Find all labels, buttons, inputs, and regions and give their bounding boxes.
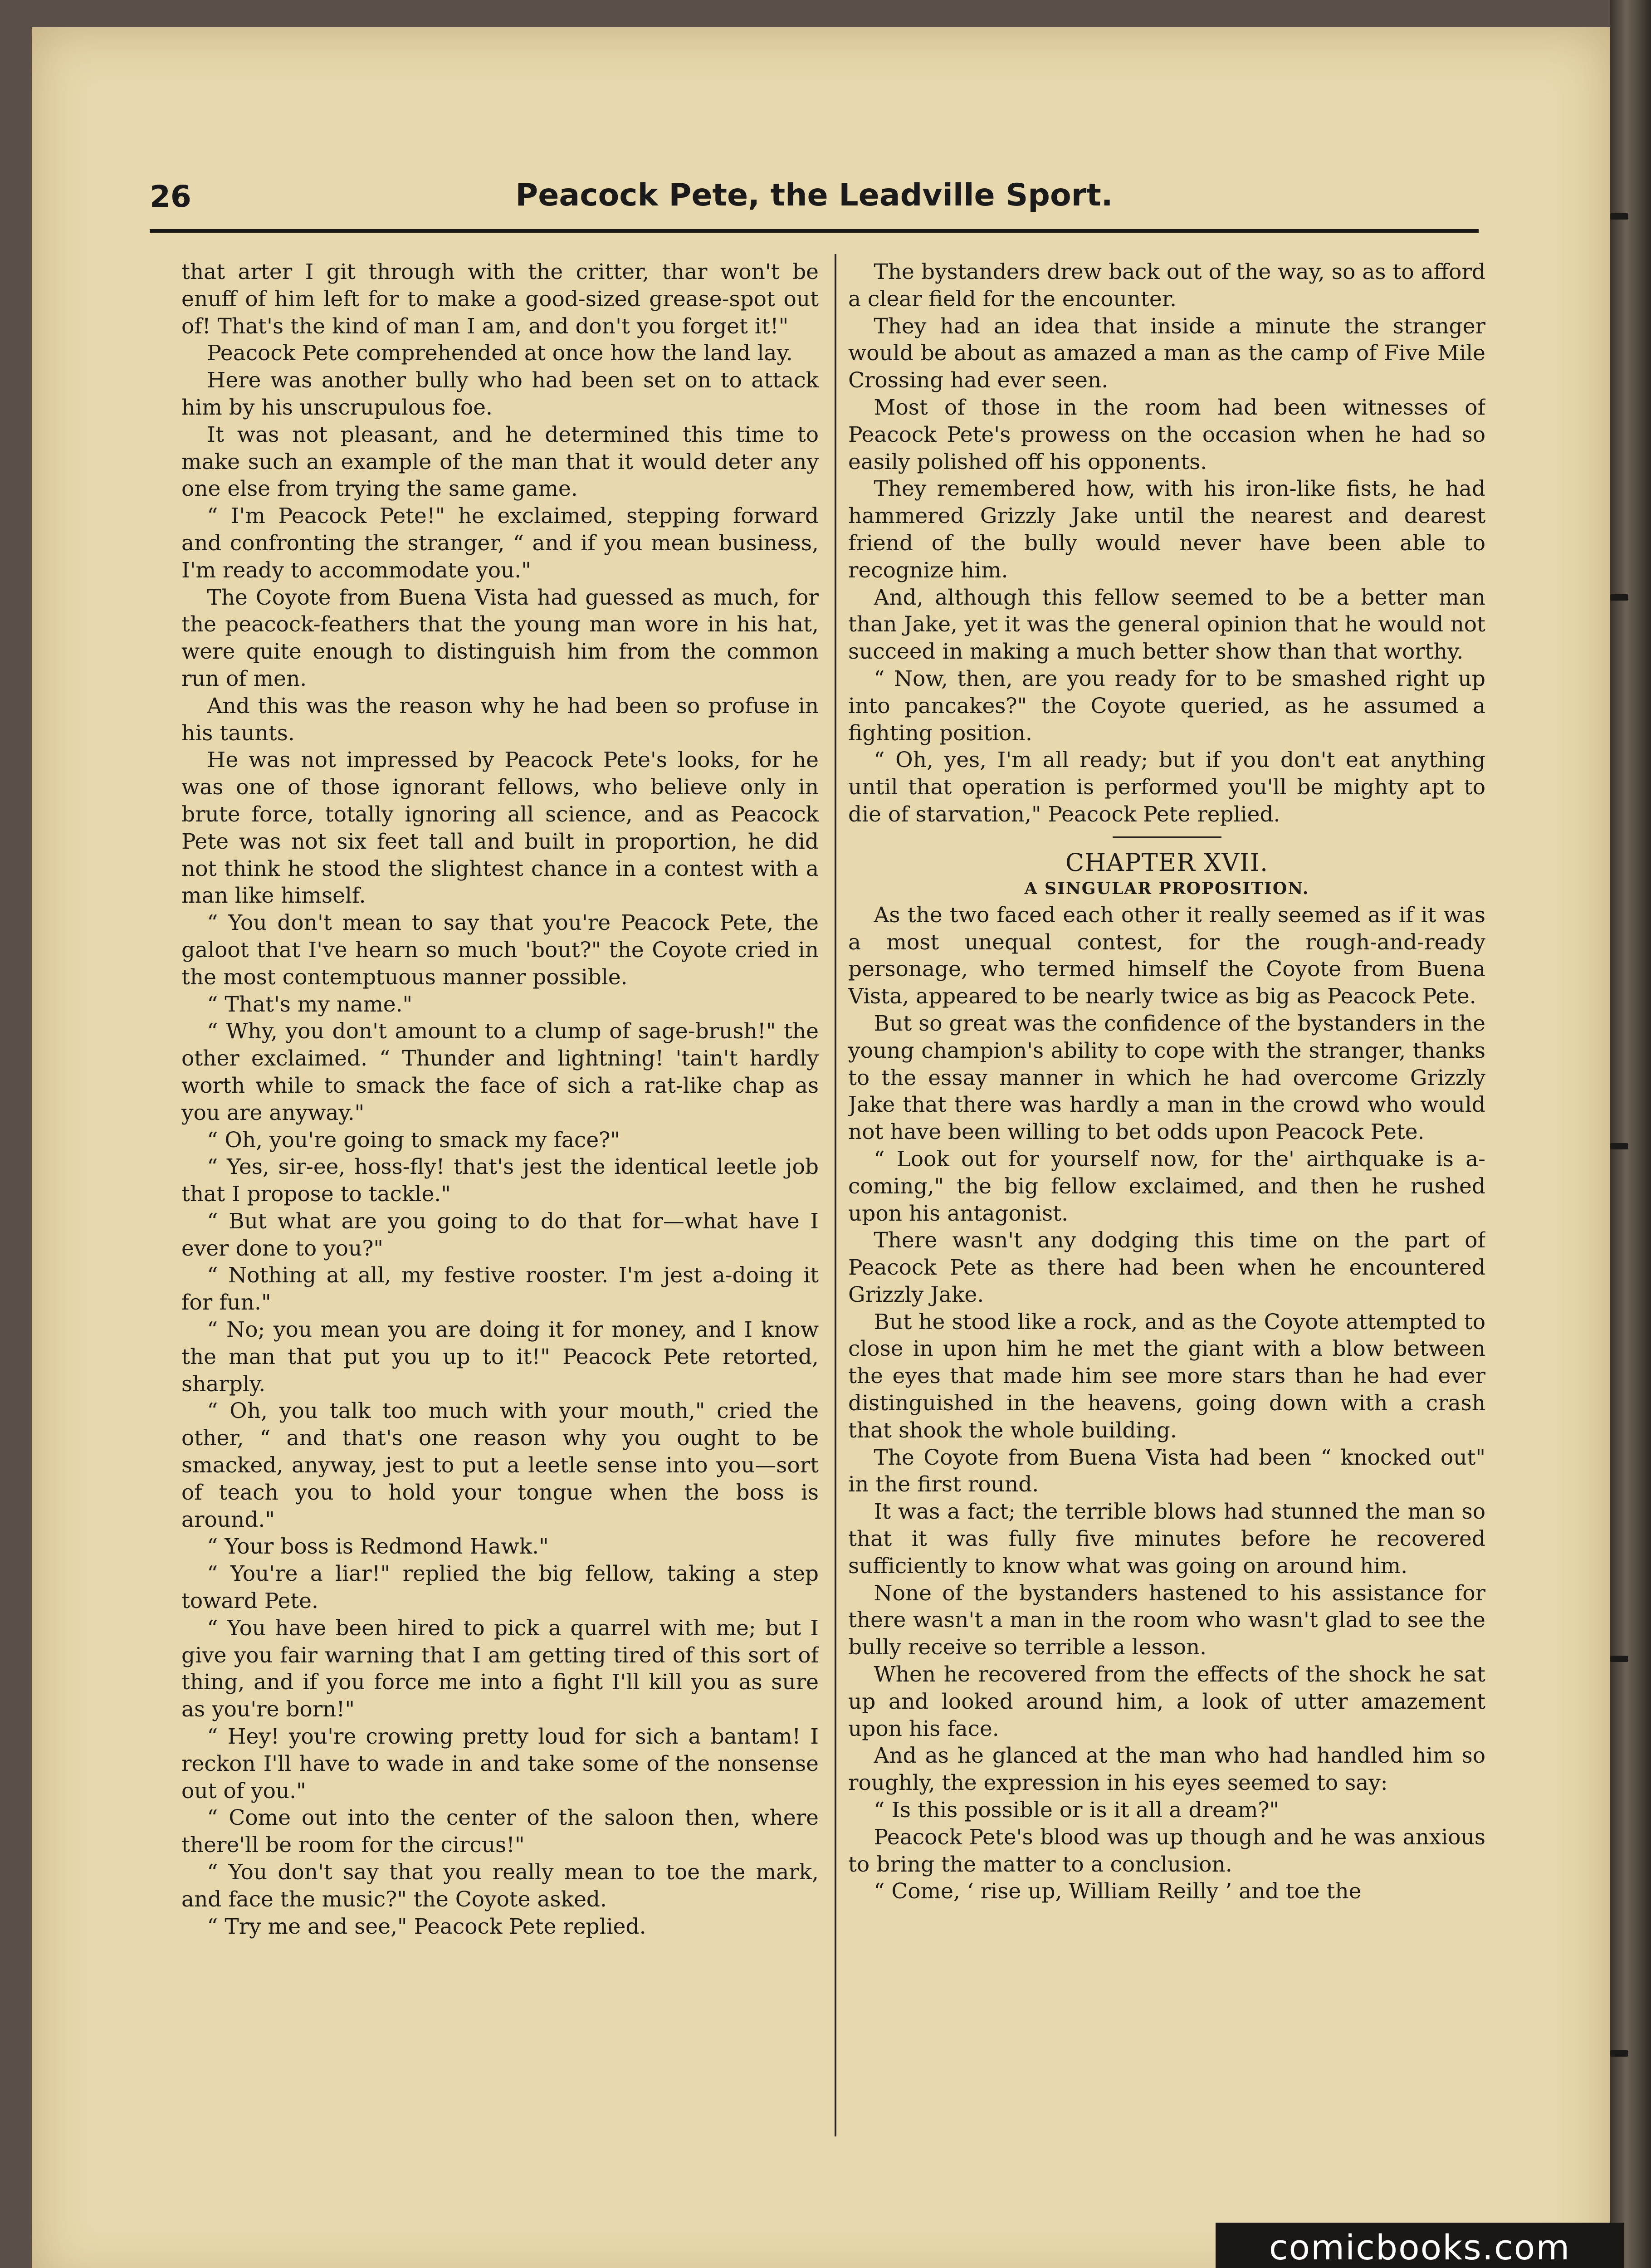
paragraph: Peacock Pete's blood was up though and he was anxious to bring the matter to a conclusion. <box>848 1824 1485 1877</box>
watermark: comicbooks.com <box>1216 2223 1624 2268</box>
paragraph: “ You don't say that you really mean to toe the mark, and face the music?" the Coyote asked. <box>181 1860 819 1912</box>
paragraph: “ But what are you going to do that for—what have I ever done to you?" <box>181 1208 819 1261</box>
paragraph: And, although this fellow seemed to be a better man than Jake, yet it was the general opinion that he would not succeed in making a much better show than that worthy. <box>848 585 1485 665</box>
paragraph: “ Is this possible or is it all a dream?" <box>874 1798 1280 1823</box>
paragraph: The Coyote from Buena Vista had been “ knocked out" in the first round. <box>848 1445 1485 1497</box>
paragraph: “ Yes, sir-ee, hoss-fly! that's jest the identical leetle job that I propose to tackle." <box>181 1154 819 1207</box>
paragraph: “ Now, then, are you ready for to be smashed right up into pancakes?" the Coyote queried, as he assumed a fighting position. <box>848 666 1485 746</box>
left-column <box>181 259 819 2164</box>
paragraph: Most of those in the room had been witnesses of Peacock Pete's prowess on the occasion when he had so easily polished off his opponents. <box>848 395 1485 474</box>
paragraph: “ That's my name." <box>207 992 413 1017</box>
paragraph: And as he glanced at the man who had handled him so roughly, the expression in his eyes seemed to say: <box>848 1743 1485 1796</box>
paragraph: “ Come out into the center of the saloon then, where there'll be room for the circus!" <box>181 1805 819 1858</box>
paragraph: But so great was the confidence of the bystanders in the young champion's ability to cope with the stranger, thanks to the essay manner in which he had overcome Grizzly Jake that there was hardly a man in the crowd who would not have been willing to bet odds upon Peacock Pete. <box>848 1011 1485 1145</box>
right-column <box>848 259 1485 2164</box>
running-title: Peacock Pete, the Leadville Sport. <box>515 177 1113 213</box>
staple <box>1610 1656 1628 1662</box>
paragraph: When he recovered from the effects of the shock he sat up and looked around him, a look of utter amazement upon his face. <box>848 1662 1485 1741</box>
paragraph: that arter I git through with the critter, thar won't be enuff of him left for to make a good-sized grease-spot out of! That's the kind of man I am, and don't you forget it!" <box>181 259 819 339</box>
paragraph: Peacock Pete comprehended at once how the land lay. <box>207 341 793 366</box>
paragraph: As the two faced each other it really seemed as if it was a most unequal contest, for the rough-and-ready personage, who termed himself the Coyote from Buena Vista, appeared to be nearly twice as big as Peacock Pete. <box>848 902 1485 1009</box>
paragraph: There wasn't any dodging this time on the part of Peacock Pete as there had been when he encountered Grizzly Jake. <box>848 1228 1485 1307</box>
paragraph: “ You have been hired to pick a quarrel with me; but I give you fair warning that I am getting tired of this sort of thing, and if you force me into a fight I'll kill you as sure as you're born!" <box>181 1615 819 1722</box>
paragraph: “ Oh, yes, I'm all ready; but if you don't eat anything until that operation is performed you'll be mighty apt to die of starvation," Peacock Pete replied. <box>848 748 1485 827</box>
staple <box>1610 2050 1628 2057</box>
paragraph: It was a fact; the terrible blows had stunned the man so that it was fully five minutes before he recovered sufficiently to know what was going on around him. <box>848 1499 1485 1579</box>
paragraph: None of the bystanders hastened to his assistance for there wasn't a man in the room who wasn't glad to see the bully receive so terrible a lesson. <box>848 1580 1485 1660</box>
page-number: 26 <box>150 179 191 214</box>
staple <box>1610 594 1628 601</box>
paragraph: But he stood like a rock, and as the Coyote attempted to close in upon him he met the giant with a blow between the eyes that made him see more stars than he had ever distinguished in the heavens, going down with a crash that shook the whole building. <box>848 1309 1485 1443</box>
paragraph: “ Oh, you're going to smack my face?" <box>207 1127 620 1153</box>
paragraph: The Coyote from Buena Vista had guessed as much, for the peacock-feathers that the young man wore in his hat, were quite enough to distinguish him from the common run of men. <box>181 585 819 691</box>
paragraph: “ Nothing at all, my festive rooster. I'm jest a-doing it for fun." <box>181 1263 819 1315</box>
chapter-separator <box>1113 836 1221 838</box>
staple <box>1610 213 1628 220</box>
paragraph: “ I'm Peacock Pete!" he exclaimed, stepping forward and confronting the stranger, “ and if you mean business, I'm ready to accommodate you." <box>181 503 819 583</box>
paragraph: “ You don't mean to say that you're Peacock Pete, the galoot that I've hearn so much 'bout?" the Coyote cried in the most contemptuous manner possible. <box>181 910 819 990</box>
paragraph: It was not pleasant, and he determined this time to make such an example of the man that it would deter any one else from trying the same game. <box>181 422 819 502</box>
paragraph: Here was another bully who had been set on to attack him by his unscrupulous foe. <box>181 368 819 420</box>
book-binding <box>1610 0 1651 2268</box>
paragraph: “ Look out for yourself now, for the' airthquake is a-coming," the big fellow exclaimed, and then he rushed upon his antagonist. <box>848 1146 1485 1226</box>
paragraph: “ Try me and see," Peacock Pete replied. <box>207 1914 646 1939</box>
paragraph: And this was the reason why he had been so profuse in his taunts. <box>181 693 819 746</box>
page-header <box>150 175 1479 233</box>
paragraph: “ You're a liar!" replied the big fellow, taking a step toward Pete. <box>181 1561 819 1614</box>
paragraph: He was not impressed by Peacock Pete's looks, for he was one of those ignorant fellows, who believe only in brute force, totally ignoring all science, and as Peacock Pete was not six feet tall and built in proportion, he did not think he stood the slightest chance in a contest with a man like himself. <box>181 748 819 909</box>
chapter-subtitle: A SINGULAR PROPOSITION. <box>1024 879 1309 898</box>
paragraph: “ Hey! you're crowing pretty loud for sich a bantam! I reckon I'll have to wade in and take some of the nonsense out of you." <box>181 1724 819 1804</box>
staple <box>1610 1143 1628 1149</box>
paragraph: “ No; you mean you are doing it for money, and I know the man that put you up to it!" Peacock Pete retorted, sharply. <box>181 1317 819 1397</box>
paragraph: “ Oh, you talk too much with your mouth," cried the other, “ and that's one reason why you ought to be smacked, anyway, jest to put a leetle sense into you—sort of teach you to hold your tongue when the boss is around." <box>181 1398 819 1532</box>
column-divider <box>835 254 836 2136</box>
paragraph: They had an idea that inside a minute the stranger would be about as amazed a man as the camp of Five Mile Crossing had ever seen. <box>848 313 1485 393</box>
paragraph: “ Come, ‘ rise up, William Reilly ’ and toe the <box>874 1879 1362 1904</box>
chapter-title: CHAPTER XVII. <box>1065 848 1269 877</box>
paragraph: The bystanders drew back out of the way, so as to afford a clear field for the encounter. <box>848 259 1485 312</box>
paragraph: “ Why, you don't amount to a clump of sage-brush!" the other exclaimed. “ Thunder and lightning! 'tain't hardly worth while to smack the face of sich a rat-like chap as you are anyway." <box>181 1019 819 1125</box>
paragraph: “ Your boss is Redmond Hawk." <box>207 1534 549 1559</box>
paragraph: They remembered how, with his iron-like fists, he had hammered Grizzly Jake until the nearest and dearest friend of the bully would never have been able to recognize him. <box>848 476 1485 583</box>
